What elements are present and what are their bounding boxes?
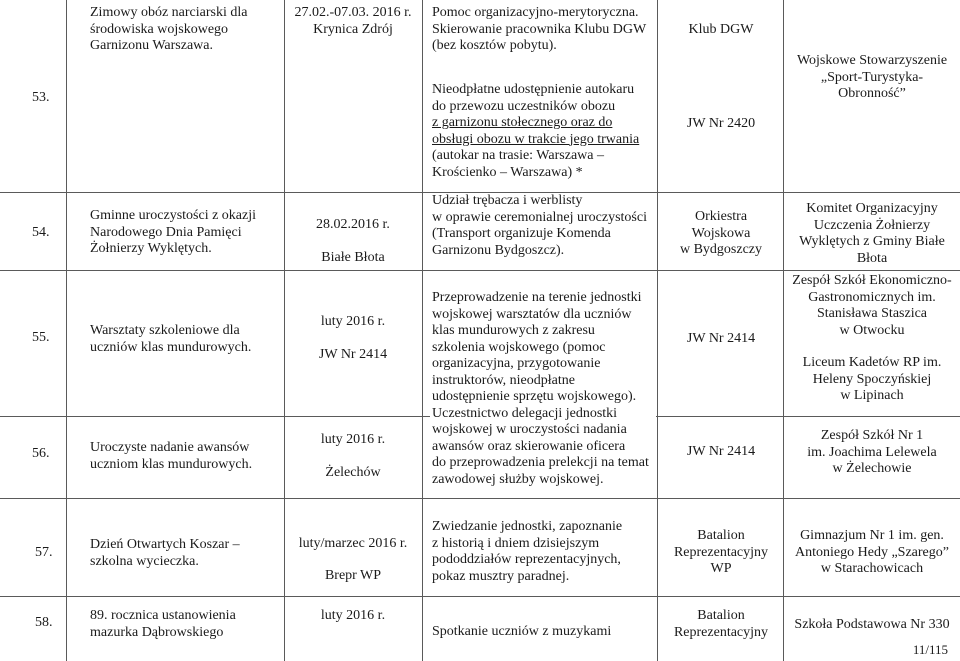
row-number: 57. bbox=[35, 545, 53, 560]
support-description: Przeprowadzenie na terenie jednostki wojskowej warsztatów dla uczniów klas mundurowych z zakresu szkolenia wojskowego (pomoc organizacyjna, przygotowanie instruktorów, nieodpłatne udostępnienie sprzętu wojskowego). Uczestnictwo delegacji jednostki wojskowej w uroczystości nadania awansów oraz skierowanie oficera do przeprowadzenia prelekcji na temat zawodowej służby wojskowej. bbox=[432, 290, 649, 487]
col-divider bbox=[657, 0, 658, 661]
organizer: Wojskowe Stowarzyszenie „Sport-Turystyka- Obronność” bbox=[796, 53, 948, 101]
col-divider bbox=[66, 0, 67, 661]
row-number: 55. bbox=[32, 330, 50, 345]
page-number: 11/115 bbox=[912, 642, 948, 657]
row-number: 53. bbox=[32, 90, 50, 105]
event-date-place: luty 2016 r. Żelechów bbox=[320, 432, 386, 480]
supporting-unit: Orkiestra Wojskowa w Bydgoszczy bbox=[679, 209, 763, 257]
row-divider bbox=[0, 270, 960, 271]
organizer: Komitet Organizacyjny Uczczenia Żołnierzy Wyklętych z Gminy Białe Błota bbox=[799, 201, 945, 266]
event-date-place: luty/marzec 2016 r. Brepr WP bbox=[298, 536, 408, 583]
event-date-place: luty 2016 r. JW Nr 2414 bbox=[318, 314, 388, 362]
support-description: Nieodpłatne udostępnienie autokaru do przewozu uczestników obozu z garnizonu stołecznego oraz do obsługi obozu w trakcie jego trwania (autokar na trasie: Warszawa – Krościenko – Warszawa) * bbox=[432, 82, 640, 180]
organizer: Szkoła Podstawowa Nr 330 bbox=[794, 617, 950, 632]
event-name: Dzień Otwartych Koszar – szkolna wycieczka. bbox=[90, 537, 240, 569]
support-description: Pomoc organizacyjno-merytoryczna. Skierowanie pracownika Klubu DGW (bez kosztów pobytu). bbox=[432, 5, 647, 53]
row-divider bbox=[0, 416, 430, 417]
event-date-place: 27.02.-07.03. 2016 r. Krynica Zdrój bbox=[294, 5, 412, 37]
col-divider bbox=[284, 0, 285, 661]
event-date-place: 28.02.2016 r. Białe Błota bbox=[316, 217, 390, 265]
event-date-place: luty 2016 r. bbox=[320, 608, 386, 623]
supporting-unit: Klub DGW bbox=[688, 22, 754, 37]
organizer: Zespół Szkół Nr 1 im. Joachima Lelewela w Żelechowie bbox=[807, 428, 937, 476]
col-divider bbox=[422, 0, 423, 661]
event-name: Gminne uroczystości z okazji Narodowego Dnia Pamięci Żołnierzy Wyklętych. bbox=[90, 208, 257, 256]
row-divider bbox=[0, 596, 960, 597]
organizer: Zespół Szkół Ekonomiczno- Gastronomicznych im. Stanisława Staszica w Otwocku Liceum Kadetów RP im. Heleny Spoczyńskiej w Lipinach bbox=[792, 273, 952, 403]
event-name: Zimowy obóz narciarski dla środowiska wojskowego Garnizonu Warszawa. bbox=[90, 5, 248, 53]
event-name: 89. rocznica ustanowienia mazurka Dąbrowskiego bbox=[90, 608, 236, 640]
supporting-unit: Batalion Reprezentacyjny bbox=[673, 608, 769, 640]
row-number: 56. bbox=[32, 446, 50, 461]
event-name: Uroczyste nadanie awansów uczniom klas mundurowych. bbox=[90, 440, 253, 472]
supporting-unit: Batalion Reprezentacyjny WP bbox=[673, 528, 769, 576]
supporting-unit: JW Nr 2420 bbox=[686, 116, 756, 131]
row-divider bbox=[0, 498, 960, 499]
support-description: Udział trębacza i werblisty w oprawie ceremonialnej uroczystości (Transport organizuje Komenda Garnizonu Bydgoszcz). bbox=[432, 193, 647, 258]
organizer: Gimnazjum Nr 1 im. gen. Antoniego Hedy „Szarego” w Starachowicach bbox=[795, 528, 949, 576]
support-description: Spotkanie uczniów z muzykami bbox=[432, 624, 612, 639]
supporting-unit: JW Nr 2414 bbox=[686, 331, 756, 346]
row-number: 54. bbox=[32, 225, 50, 240]
row-number: 58. bbox=[35, 615, 53, 630]
row-divider bbox=[656, 416, 960, 417]
event-name: Warsztaty szkoleniowe dla uczniów klas mundurowych. bbox=[90, 323, 252, 355]
support-description: Zwiedzanie jednostki, zapoznanie z historią i dniem dzisiejszym pododdziałów reprezentacyjnych, pokaz musztry paradnej. bbox=[432, 519, 623, 584]
supporting-unit: JW Nr 2414 bbox=[686, 444, 756, 459]
col-divider bbox=[783, 0, 784, 661]
